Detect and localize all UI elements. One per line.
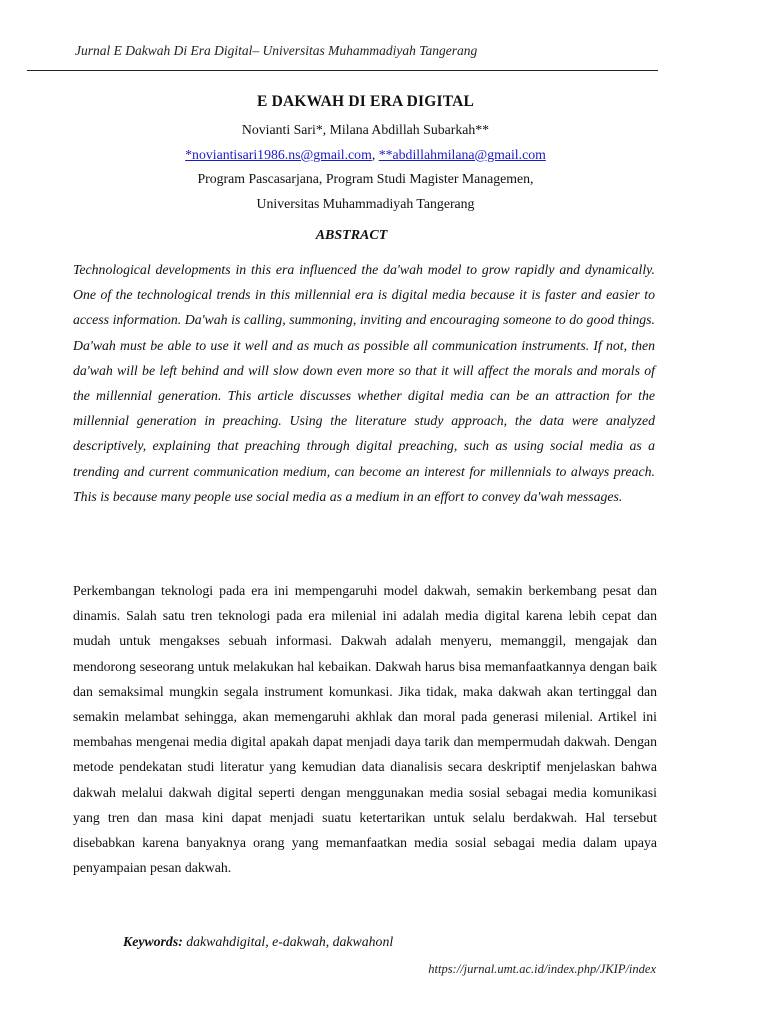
author-emails [0,143,731,168]
email-link-2[interactable]: **abdillahmilana@gmail.com [378,146,546,162]
footer-url[interactable]: https://jurnal.umt.ac.id/index.php/JKIP/index [428,962,656,976]
abstract-english: Technological developments in this era influenced the da'wah model to grow rapidly and dynamically. One of the technological trends in this millennial era is digital media because it is faster and easier to access information. Da'wah is calling, summoning, inviting and encouraging someone to do good things. Da'wah must be able to use it well and as much as possible all communication instruments. If not, then da'wah will be left behind and will slow down even more so that it will affect the morals and morals of the millennial generation. This article discusses whether digital media can be an attraction for the millennial generation in preaching. Using the literature study approach, the data were analyzed descriptively, explaining that preaching through digital preaching, such as using social media as a trending and current communication medium, can become an interest for millennials to always preach. This is because many people use social media as a medium in an effort to convey da'wah messages. [73,262,655,504]
affiliation-line-2: Universitas Muhammadiyah Tangerang [256,195,475,211]
email-separator: , [371,146,379,162]
authors: Novianti Sari*, Milana Abdillah Subarkah** [241,122,490,137]
header-rule [27,70,658,71]
keywords-label: Keywords: [123,934,183,949]
paper-title: E DAKWAH DI ERA DIGITAL [256,93,475,110]
keywords [123,934,393,950]
abstract-indonesian: Perkembangan teknologi pada era ini mempengaruhi model dakwah, semakin berkembang pesat dan dinamis. Salah satu tren teknologi pada era milenial ini adalah media digital karena lebih cepat dan mudah untuk mengakses sebuah informasi. Dakwah adalah menyeru, memanggil, mengajak dan mendorong seseorang untuk melakukan hal kebaikan. Dakwah harus bisa memanfaatkannya dengan baik dan semaksimal mungkin segala instrument komunkasi. Jika tidak, maka dakwah akan tertinggal dan semakin melambat sehingga, akan memengaruhi akhlak dan moral pada generasi milenial. Artikel ini membahas mengenai media digital apakah dapat menjadi daya tarik dan mempermudah dakwah. Dengan metode pendekatan studi literatur yang kemudian data dianalisis secara deskriptif menjelaskan bahwa dakwah melalui dakwah digital seperti dengan menggunakan media sosial sebagai media komunikasi yang tren dan masa kini dapat menjadi suatu ketertarikan untuk selalu berdakwah. Hal tersebut disebabkan karena banyaknya orang yang memanfaatkan media sosial sebagai media dalam upaya penyampaian pesan dakwah. [73,583,657,876]
running-head: Jurnal E Dakwah Di Era Digital– Universitas Muhammadiyah Tangerang [75,43,478,58]
abstract-heading: ABSTRACT [315,228,388,243]
title-block [0,93,731,216]
email-link-1[interactable]: *noviantisari1986.ns@gmail.com [185,146,372,162]
affiliation-line-1: Program Pascasarjana, Program Studi Magister Managemen, [197,171,534,186]
keywords-value: dakwahdigital, e-dakwah, dakwahonl [186,934,394,949]
